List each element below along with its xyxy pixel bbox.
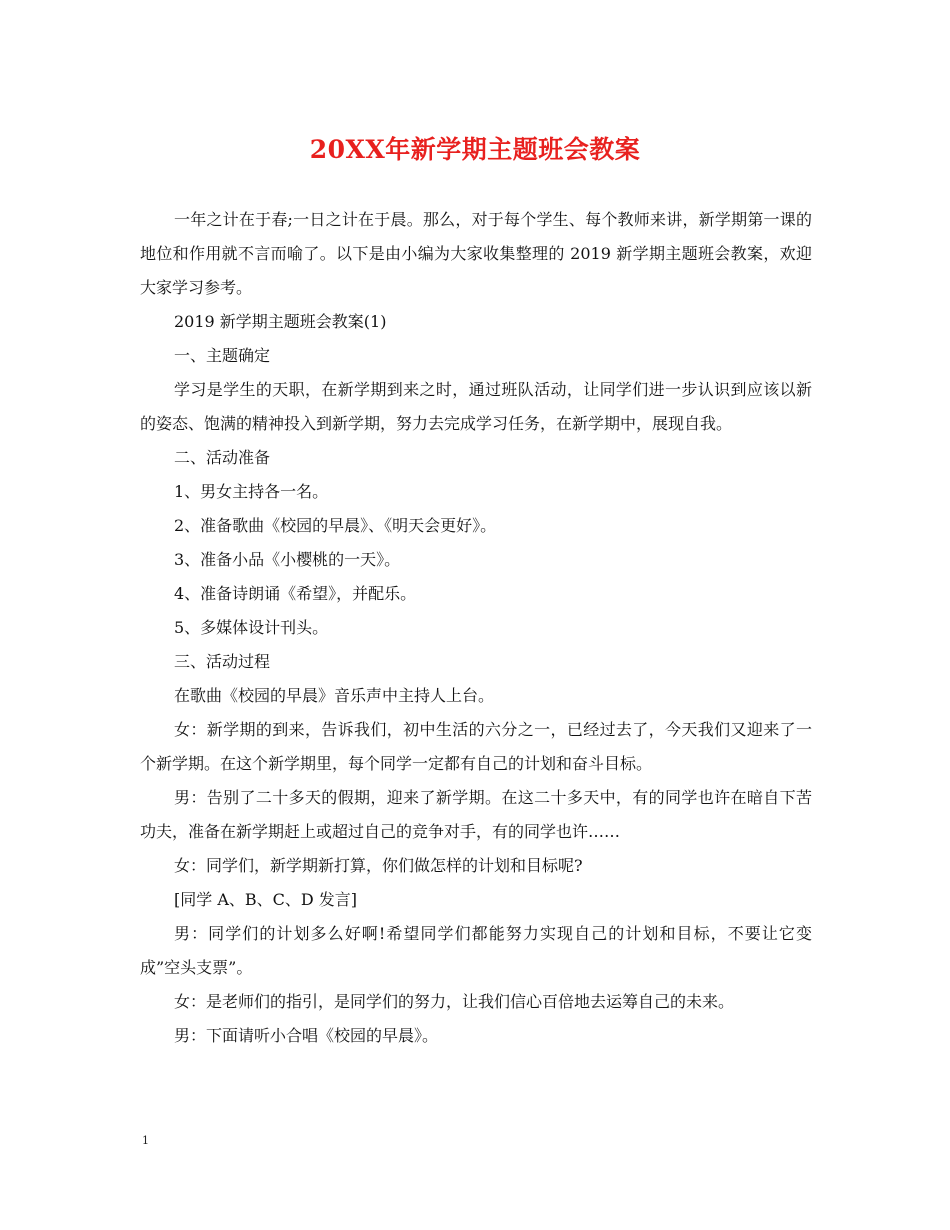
dialogue-male-2: 男：同学们的计划多么好啊!希望同学们都能努力实现自己的计划和目标，不要让它变成”空头支票”。 bbox=[140, 924, 812, 977]
paragraph-intro: 一年之计在于春;一日之计在于晨。那么，对于每个学生、每个教师来讲，新学期第一课的地位和作用就不言而喻了。以下是由小编为大家收集整理的 2019 新学期主题班会教案，欢迎大家学习参考。 bbox=[140, 210, 812, 297]
section-heading-preparation: 二、活动准备 bbox=[174, 448, 271, 467]
list-item-1: 1、男女主持各一名。 bbox=[174, 482, 329, 501]
section-heading-theme: 一、主题确定 bbox=[174, 346, 271, 365]
dialogue-female-2: 女：同学们，新学期新打算，你们做怎样的计划和目标呢? bbox=[174, 856, 583, 875]
document-body bbox=[140, 203, 812, 1053]
dialogue-female-1: 女：新学期的到来，告诉我们，初中生活的六分之一，已经过去了，今天我们又迎来了一个新学期。在这个新学期里，每个同学一定都有自己的计划和奋斗目标。 bbox=[140, 720, 812, 773]
dialogue-female-3: 女：是老师们的指引，是同学们的努力，让我们信心百倍地去运筹自己的未来。 bbox=[174, 992, 735, 1011]
list-item-5: 5、多媒体设计刊头。 bbox=[174, 618, 329, 637]
section-heading-process: 三、活动过程 bbox=[174, 652, 271, 671]
list-item-4: 4、准备诗朗诵《希望》，并配乐。 bbox=[174, 584, 417, 603]
page-number: 1 bbox=[142, 1134, 149, 1147]
paragraph-lesson-heading: 2019 新学期主题班会教案(1) bbox=[174, 312, 387, 331]
list-item-2: 2、准备歌曲《校园的早晨》、《明天会更好》。 bbox=[174, 516, 497, 535]
stage-direction: [同学 A、B、C、D 发言] bbox=[174, 890, 358, 909]
paragraph-process-intro: 在歌曲《校园的早晨》音乐声中主持人上台。 bbox=[174, 686, 495, 705]
paragraph-theme: 学习是学生的天职，在新学期到来之时，通过班队活动，让同学们进一步认识到应该以新的姿态、饱满的精神投入到新学期，努力去完成学习任务，在新学期中，展现自我。 bbox=[140, 380, 812, 433]
dialogue-male-3: 男：下面请听小合唱《校园的早晨》。 bbox=[174, 1026, 439, 1045]
list-item-3: 3、准备小品《小樱桃的一天》。 bbox=[174, 550, 401, 569]
dialogue-male-1: 男：告别了二十多天的假期，迎来了新学期。在这二十多天中，有的同学也许在暗自下苦功夫，准备在新学期赶上或超过自己的竞争对手，有的同学也许…… bbox=[140, 788, 812, 841]
document-title: 20XX年新学期主题班会教案 bbox=[309, 135, 641, 164]
